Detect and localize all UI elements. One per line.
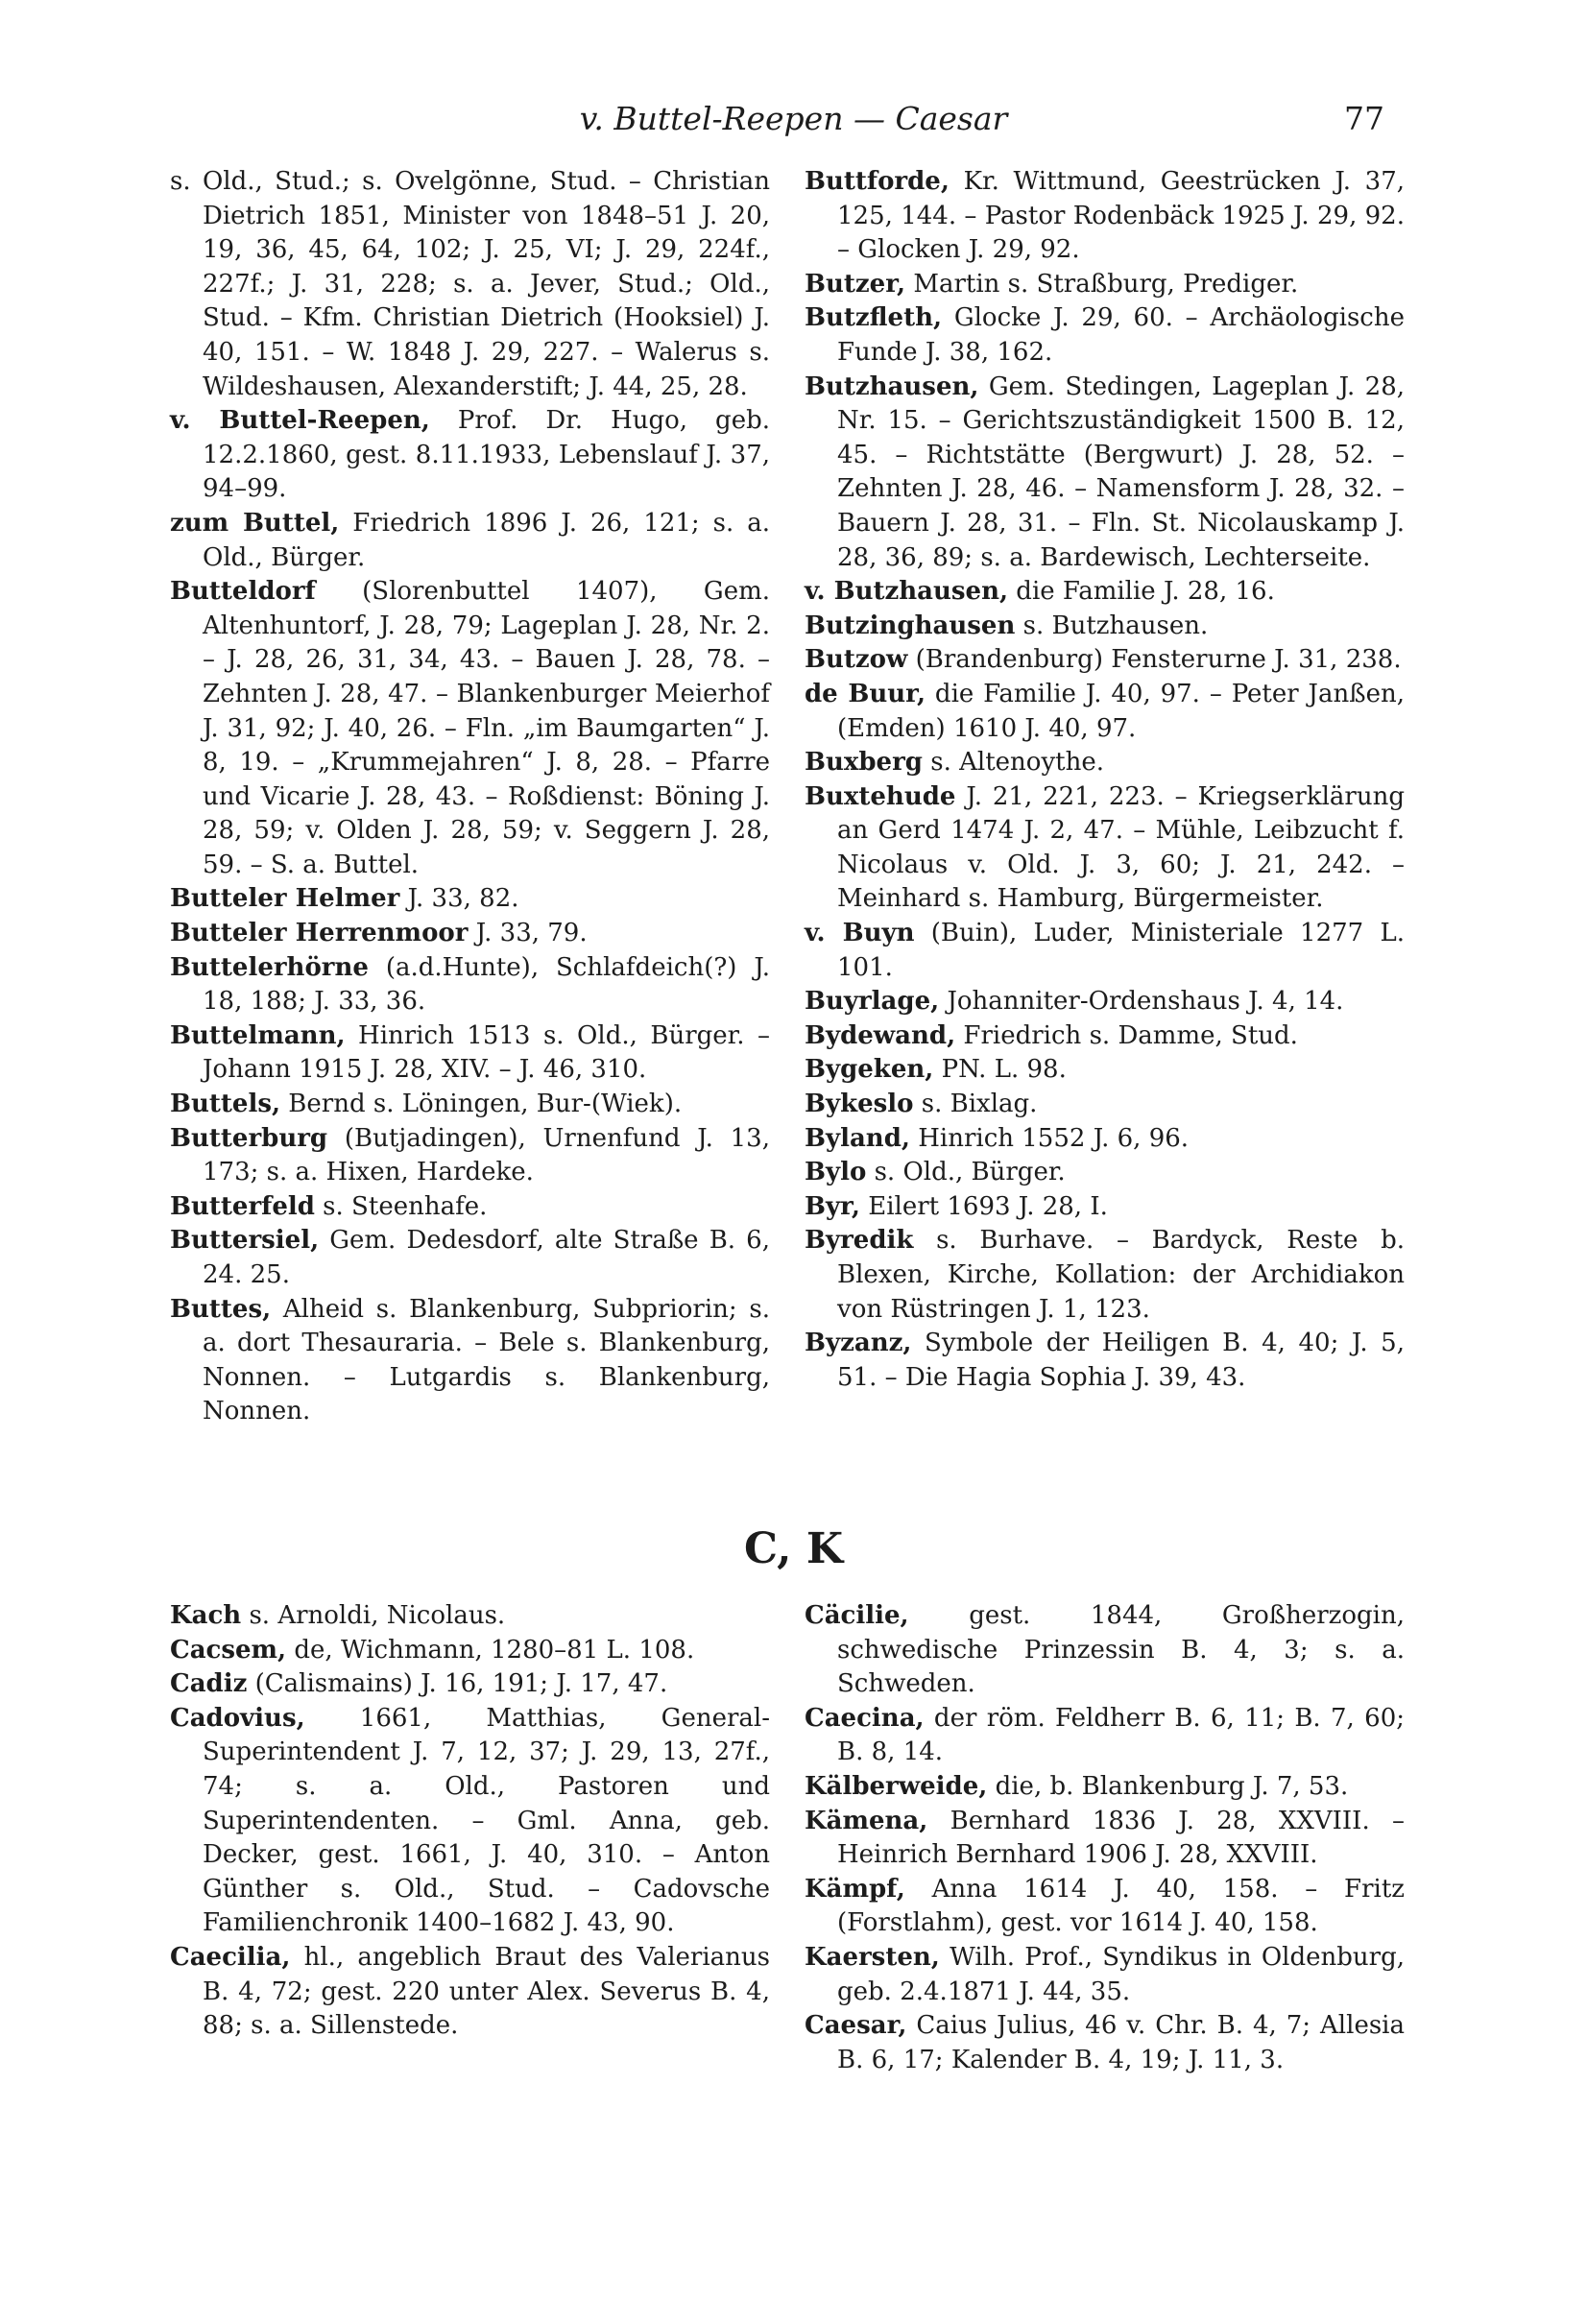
index-entry bbox=[170, 507, 770, 575]
index-entry-text: die Familie J. 28, 16. bbox=[1008, 577, 1275, 607]
index-entry-text: (Butjadingen), Urnenfund J. 13, 173; s. a. Hixen, Hardeke. bbox=[203, 1123, 770, 1187]
index-entry-text: Bernd s. Löningen, Bur-(Wiek). bbox=[280, 1090, 683, 1119]
index-headword: Cadiz bbox=[170, 1669, 248, 1699]
index-entry-text: J. 33, 79. bbox=[468, 919, 588, 948]
index-entry bbox=[805, 301, 1405, 370]
index-headword: Cacsem, bbox=[170, 1635, 287, 1665]
index-entry-text: Hinrich 1552 J. 6, 96. bbox=[909, 1123, 1190, 1153]
index-entry-text: Glocke J. 29, 60. – Archäologische Funde J. 38, 162. bbox=[837, 303, 1405, 367]
index-headword: Butzinghausen bbox=[805, 611, 1016, 640]
index-entry bbox=[805, 1156, 1405, 1190]
index-headword: Caecina, bbox=[805, 1703, 925, 1733]
section-heading: C, K bbox=[743, 1524, 844, 1573]
index-entry-text: Friedrich 1896 J. 26, 121; s. a. Old., Bürger. bbox=[203, 508, 770, 572]
index-entry-text: de, Wichmann, 1280–81 L. 108. bbox=[286, 1635, 695, 1665]
index-headword: Butterburg bbox=[170, 1123, 328, 1153]
index-headword: Buttelerhörne bbox=[170, 952, 369, 982]
index-entry-text: s. Altenoythe. bbox=[922, 748, 1104, 778]
index-headword: Buttforde, bbox=[805, 167, 950, 196]
page-number: 77 bbox=[1344, 100, 1384, 137]
index-entry-text: (Brandenburg) Fensterurne J. 31, 238. bbox=[907, 645, 1402, 675]
index-headword: Buyrlage, bbox=[805, 987, 940, 1017]
index-entry bbox=[805, 575, 1405, 610]
index-entry bbox=[805, 610, 1405, 644]
index-entry bbox=[805, 1019, 1405, 1054]
index-entry-text: (Buin), Luder, Ministeriale 1277 L. 101. bbox=[837, 919, 1405, 982]
index-column-right-top bbox=[805, 165, 1405, 1395]
index-headword: Butteler Helmer bbox=[170, 884, 400, 914]
index-headword: Bygeken, bbox=[805, 1055, 934, 1085]
index-headword: Byzanz, bbox=[805, 1329, 912, 1358]
index-entry bbox=[805, 1053, 1405, 1088]
index-entry-text: hl., angeblich Braut des Valerianus B. 4, 72; gest. 220 unter Alex. Severus B. 4, 88; s. a. Sillenstede. bbox=[203, 1942, 770, 2041]
index-entry bbox=[170, 1634, 770, 1668]
index-entry-text: (Slorenbuttel 1407), Gem. Altenhuntorf, J. 28, 79; Lageplan J. 28, Nr. 2. – J. 28, 26, 31, 34, 43. – Bauen J. 28, 78. – Zehnten J. 28, 47. – Blankenburger Meierhof J. 31, 92; J. 40, 26. – Fln. „im Baumgarten“ J. 8, 19. – „Krummejahren“ J. 8, 28. – Pfarre und Vicarie J. 28, 43. – Roßdienst: Böning J. 28, 59; v. Olden J. 28, 59; v. Seggern J. 28, 59. – S. a. Buttel. bbox=[203, 577, 770, 879]
index-entry bbox=[805, 1190, 1405, 1225]
index-entry-text: die, b. Blankenburg J. 7, 53. bbox=[987, 1771, 1349, 1801]
index-headword: Kälberweide, bbox=[805, 1771, 988, 1801]
index-entry bbox=[170, 1941, 770, 2044]
index-entry-text: der röm. Feldherr B. 6, 11; B. 7, 60; B. 8, 14. bbox=[837, 1703, 1405, 1767]
index-headword: zum Buttel, bbox=[170, 508, 340, 538]
index-entry bbox=[170, 1293, 770, 1429]
index-entry bbox=[170, 951, 770, 1019]
index-entry-text: s. Butzhausen. bbox=[1015, 611, 1209, 640]
index-entry bbox=[805, 643, 1405, 678]
index-headword: Butzer, bbox=[805, 269, 906, 299]
index-entry bbox=[805, 2009, 1405, 2077]
index-headword: Butteldorf bbox=[170, 577, 316, 607]
index-entry bbox=[170, 575, 770, 882]
index-headword: Caecilia, bbox=[170, 1942, 291, 1972]
index-column-right-bottom bbox=[805, 1599, 1405, 2077]
index-entry bbox=[805, 1941, 1405, 2009]
index-entry bbox=[170, 1667, 770, 1702]
index-entry-text: Bernhard 1836 J. 28, XXVIII. – Heinrich Bernhard 1906 J. 28, XXVIII. bbox=[837, 1806, 1405, 1870]
index-entry bbox=[805, 780, 1405, 917]
index-entry-text: Gem. Stedingen, Lageplan J. 28, Nr. 15. – Gerichtszuständigkeit 1500 B. 12, 45. – Richtstätte (Bergwurt) J. 28, 52. – Zehnten J. 28, 46. – Namensform J. 28, 32. – Bauern J. 28, 31. – Fln. St. Nicolauskamp J. 28, 36, 89; s. a. Bardewisch, Lechterseite. bbox=[837, 371, 1405, 572]
running-head: v. Buttel-Reepen — Caesar bbox=[579, 100, 1008, 137]
index-entry-text: die Familie J. 40, 97. – Peter Janßen, (Emden) 1610 J. 40, 97. bbox=[837, 679, 1405, 743]
index-entry bbox=[170, 917, 770, 951]
index-headword: Kämpf, bbox=[805, 1874, 905, 1904]
index-entry bbox=[170, 1122, 770, 1190]
index-headword: Kach bbox=[170, 1601, 242, 1630]
index-entry bbox=[805, 985, 1405, 1019]
index-headword: Butzfleth, bbox=[805, 303, 943, 333]
index-headword: Buttersiel, bbox=[170, 1226, 320, 1256]
index-headword: Byr, bbox=[805, 1191, 860, 1221]
page-header bbox=[0, 96, 1587, 144]
index-headword: Butzow bbox=[805, 645, 908, 675]
index-headword: Butzhausen, bbox=[805, 371, 979, 401]
index-headword: Bydewand, bbox=[805, 1020, 956, 1050]
index-entry bbox=[805, 678, 1405, 746]
index-headword: Bykeslo bbox=[805, 1090, 914, 1119]
index-entry bbox=[805, 1224, 1405, 1327]
index-entry bbox=[805, 1088, 1405, 1122]
index-entry-text: Wilh. Prof., Syndikus in Oldenburg, geb. 2.4.1871 J. 44, 35. bbox=[837, 1942, 1405, 2006]
index-entry-text: (a.d.Hunte), Schlafdeich(?) J. 18, 188; J. 33, 36. bbox=[203, 952, 770, 1017]
index-entry-text: Eilert 1693 J. 28, I. bbox=[859, 1191, 1108, 1221]
index-entry bbox=[805, 1599, 1405, 1702]
index-headword: Buxtehude bbox=[805, 781, 956, 811]
index-entry-text: J. 21, 221, 223. – Kriegserklärung an Gerd 1474 J. 2, 47. – Mühle, Leibzucht f. Nicolaus v. Old. J. 3, 60; J. 21, 242. – Meinhard s. Hamburg, Bürgermeister. bbox=[837, 781, 1405, 914]
index-entry-text: gest. 1844, Großherzogin, schwedische Prinzessin B. 4, 3; s. a. Schweden. bbox=[837, 1601, 1405, 1699]
index-headword: v. Buttel-Reepen, bbox=[170, 406, 430, 436]
index-entry bbox=[805, 746, 1405, 780]
index-headword: Kaersten, bbox=[805, 1942, 940, 1972]
index-headword: Kämena, bbox=[805, 1806, 928, 1835]
index-entry-text: Anna 1614 J. 40, 158. – Fritz (Forstlahm), gest. vor 1614 J. 40, 158. bbox=[837, 1874, 1405, 1938]
index-entry-text: Gem. Dedesdorf, alte Straße B. 6, 24. 25. bbox=[203, 1226, 770, 1289]
index-entry bbox=[170, 404, 770, 507]
index-entry-text: (Calismains) J. 16, 191; J. 17, 47. bbox=[247, 1669, 668, 1699]
index-column-left-top bbox=[170, 165, 770, 1429]
index-entry-text: s. Old., Stud.; s. Ovelgönne, Stud. – Christian Dietrich 1851, Minister von 1848–51 J. 20, 19, 36, 45, 64, 102; J. 25, VI; J. 29, 224f., 227f.; J. 31, 228; s. a. Jever, Stud.; Old., Stud. – Kfm. Christian Dietrich (Hooksiel) J. 40, 151. – W. 1848 J. 29, 227. – Walerus s. Wildeshausen, Alexanderstift; J. 44, 25, 28. bbox=[170, 167, 770, 401]
index-entry bbox=[170, 165, 770, 404]
index-headword: Buttels, bbox=[170, 1090, 281, 1119]
index-headword: Byland, bbox=[805, 1123, 910, 1153]
index-entry bbox=[805, 917, 1405, 985]
index-headword: Cadovius, bbox=[170, 1703, 305, 1733]
index-entry bbox=[805, 1327, 1405, 1395]
index-entry bbox=[805, 1122, 1405, 1157]
index-entry-text: s. Steenhafe. bbox=[314, 1191, 488, 1221]
index-entry-text: Alheid s. Blankenburg, Subpriorin; s. a. dort Thesauraria. – Bele s. Blankenburg, Nonnen. – Lutgardis s. Blankenburg, Nonnen. bbox=[203, 1294, 770, 1426]
index-entry-text: Prof. Dr. Hugo, geb. 12.2.1860, gest. 8.11.1933, Lebenslauf J. 37, 94–99. bbox=[203, 406, 771, 504]
index-entry-text: Symbole der Heiligen B. 4, 40; J. 5, 51. – Die Hagia Sophia J. 39, 43. bbox=[837, 1329, 1405, 1392]
index-entry-text: J. 33, 82. bbox=[399, 884, 519, 914]
index-entry-text: Kr. Wittmund, Geestrücken J. 37, 125, 144. – Pastor Rodenbäck 1925 J. 29, 92. – Glocken J. 29, 92. bbox=[837, 167, 1405, 265]
index-entry-text: 1661, Matthias, General-Superintendent J. 7, 12, 37; J. 29, 13, 27f., 74; s. a. Old., Pastoren und Superintendenten. – Gml. Anna, geb. Decker, gest. 1661, J. 40, 310. – Anton Günther s. Old., Stud. – Cadovsche Familienchronik 1400–1682 J. 43, 90. bbox=[203, 1703, 770, 1938]
index-entry bbox=[170, 1019, 770, 1088]
index-entry-text: Johanniter-Ordenshaus J. 4, 14. bbox=[939, 987, 1344, 1017]
index-headword: Buxberg bbox=[805, 748, 923, 778]
index-entry-text: s. Old., Bürger. bbox=[866, 1158, 1066, 1187]
index-headword: Byredik bbox=[805, 1226, 914, 1256]
index-entry bbox=[805, 1805, 1405, 1873]
index-entry-text: Hinrich 1513 s. Old., Bürger. – Johann 1915 J. 28, XIV. – J. 46, 310. bbox=[203, 1020, 770, 1085]
index-entry-text: PN. L. 98. bbox=[933, 1055, 1067, 1085]
index-entry bbox=[805, 268, 1405, 302]
index-entry-text: Friedrich s. Damme, Stud. bbox=[955, 1020, 1298, 1050]
index-entry bbox=[170, 1599, 770, 1634]
index-headword: de Buur, bbox=[805, 679, 926, 708]
index-headword: Butterfeld bbox=[170, 1191, 315, 1221]
index-entry bbox=[170, 882, 770, 917]
index-entry bbox=[170, 1224, 770, 1292]
index-headword: Buttes, bbox=[170, 1294, 272, 1324]
index-entry-text: s. Arnoldi, Nicolaus. bbox=[241, 1601, 506, 1630]
index-entry bbox=[805, 1702, 1405, 1770]
index-entry bbox=[805, 371, 1405, 576]
index-headword: v. Buyn bbox=[805, 919, 915, 948]
index-entry-text: s. Burhave. – Bardyck, Reste b. Blexen, Kirche, Kollation: der Archidiakon von Rüstringen J. 1, 123. bbox=[837, 1226, 1405, 1324]
index-entry bbox=[805, 165, 1405, 268]
index-column-left-bottom bbox=[170, 1599, 770, 2044]
index-entry-text: s. Bixlag. bbox=[913, 1090, 1038, 1119]
index-headword: Caesar, bbox=[805, 2011, 907, 2041]
index-headword: Bylo bbox=[805, 1158, 867, 1187]
index-entry bbox=[805, 1770, 1405, 1805]
index-entry bbox=[170, 1088, 770, 1122]
index-entry bbox=[170, 1702, 770, 1941]
index-headword: Butteler Herrenmoor bbox=[170, 919, 469, 948]
index-headword: Buttelmann, bbox=[170, 1020, 346, 1050]
index-entry-text: Caius Julius, 46 v. Chr. B. 4, 7; Allesia B. 6, 17; Kalender B. 4, 19; J. 11, 3. bbox=[837, 2011, 1405, 2074]
index-entry bbox=[170, 1190, 770, 1225]
index-headword: Cäcilie, bbox=[805, 1601, 909, 1630]
index-headword: v. Butzhausen, bbox=[805, 577, 1009, 607]
index-entry bbox=[805, 1873, 1405, 1941]
index-entry-text: Martin s. Straßburg, Prediger. bbox=[905, 269, 1299, 299]
